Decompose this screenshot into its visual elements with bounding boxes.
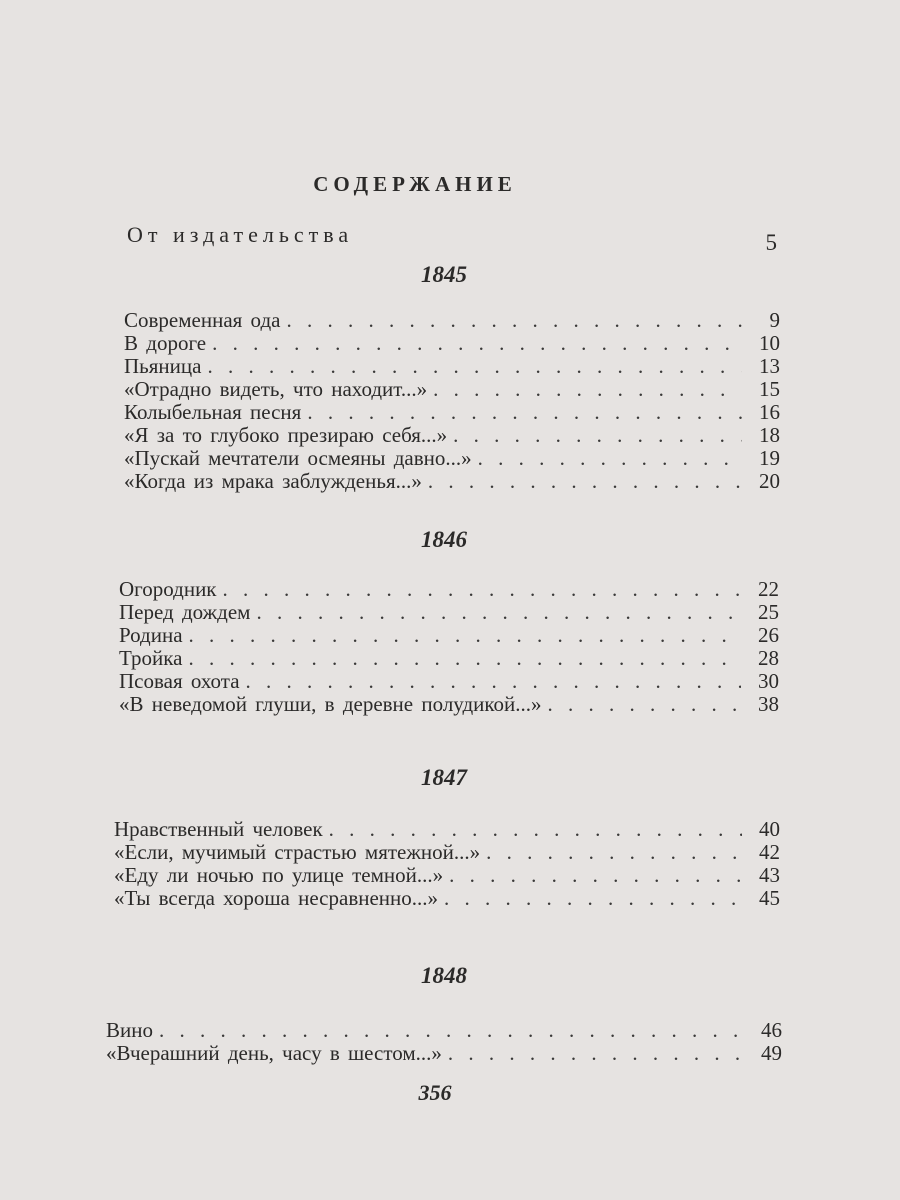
dot-leader	[246, 670, 741, 693]
toc-intro-label: От издательства	[127, 222, 354, 247]
toc-entry-title: Пьяница	[124, 354, 202, 378]
section-year-1845: 1845	[421, 262, 467, 287]
toc-entry-page: 20	[759, 469, 780, 493]
toc-entry[interactable]	[114, 864, 780, 887]
toc-entry-title: Вино	[106, 1018, 153, 1042]
toc-entry-title: «В неведомой глуши, в деревне полудикой...»	[119, 692, 542, 716]
toc-entry-page: 26	[758, 623, 779, 647]
toc-entry-page: 22	[758, 577, 779, 601]
dot-leader	[307, 401, 742, 424]
dot-leader	[212, 332, 742, 355]
toc-entry-page: 25	[758, 600, 779, 624]
toc-entry-page: 9	[769, 308, 780, 332]
toc-entry-title: Современная ода	[124, 308, 281, 332]
dot-leader	[159, 1019, 744, 1042]
section-entries-1847	[114, 818, 780, 910]
toc-entry-page: 49	[761, 1041, 782, 1065]
dot-leader	[453, 424, 742, 447]
toc-entry-title: В дороге	[124, 331, 207, 355]
toc-entry-title: «Еду ли ночью по улице темной...»	[114, 863, 444, 887]
toc-entry[interactable]	[124, 378, 780, 401]
dot-leader	[448, 1042, 744, 1065]
dot-leader	[478, 447, 742, 470]
toc-entry-page: 40	[759, 817, 780, 841]
toc-entry[interactable]	[106, 1042, 782, 1065]
toc-entry-title: Колыбельная песня	[124, 400, 302, 424]
toc-entry-title: «Вчерашний день, часу в шестом...»	[106, 1041, 442, 1065]
toc-entry[interactable]	[119, 578, 779, 601]
toc-entry-page: 38	[758, 692, 779, 716]
toc-entry-title: Перед дождем	[119, 600, 251, 624]
toc-entry-title: «Я за то глубоко презираю себя...»	[124, 423, 448, 447]
toc-entry-title: «Отрадно видеть, что находит...»	[124, 377, 428, 401]
dot-leader	[189, 624, 741, 647]
toc-entry-page: 30	[758, 669, 779, 693]
toc-entry[interactable]	[124, 470, 780, 493]
toc-entry[interactable]	[114, 841, 780, 864]
toc-entry-title: «Когда из мрака заблужденья...»	[124, 469, 422, 493]
toc-entry[interactable]	[114, 818, 780, 841]
section-year-1847: 1847	[421, 765, 467, 790]
toc-entry-page: 15	[759, 377, 780, 401]
toc-entry-page: 10	[759, 331, 780, 355]
toc-entry[interactable]	[114, 887, 780, 910]
toc-entry[interactable]	[124, 309, 780, 332]
toc-intro-page: 5	[765, 230, 777, 255]
section-entries-1845	[124, 309, 780, 493]
toc-entry[interactable]	[119, 670, 779, 693]
dot-leader	[428, 470, 742, 493]
dot-leader	[433, 378, 742, 401]
toc-entry-title: Огородник	[119, 577, 217, 601]
toc-entry-title: Тройка	[119, 646, 183, 670]
toc-entry[interactable]	[124, 401, 780, 424]
contents-title: СОДЕРЖАНИЕ	[313, 172, 517, 196]
toc-entry[interactable]	[119, 693, 779, 716]
dot-leader	[286, 309, 742, 332]
dot-leader	[223, 578, 741, 601]
dot-leader	[329, 818, 742, 841]
dot-leader	[256, 601, 741, 624]
section-year-1846: 1846	[421, 527, 467, 552]
toc-entry-page: 19	[759, 446, 780, 470]
toc-entry[interactable]	[106, 1019, 782, 1042]
toc-entry[interactable]	[124, 355, 780, 378]
toc-entry-page: 16	[759, 400, 780, 424]
toc-entry-page: 45	[759, 886, 780, 910]
section-entries-1848	[106, 1019, 782, 1065]
dot-leader	[449, 864, 742, 887]
toc-entry-page: 13	[759, 354, 780, 378]
toc-entry[interactable]	[119, 647, 779, 670]
dot-leader	[548, 693, 741, 716]
toc-entry[interactable]	[124, 424, 780, 447]
toc-entry[interactable]	[124, 332, 780, 355]
toc-entry-page: 28	[758, 646, 779, 670]
toc-entry-page: 42	[759, 840, 780, 864]
dot-leader	[486, 841, 742, 864]
toc-entry-page: 43	[759, 863, 780, 887]
dot-leader	[207, 355, 742, 378]
toc-entry-title: «Пускай мечтатели осмеяны давно...»	[124, 446, 472, 470]
dot-leader	[188, 647, 741, 670]
dot-leader	[444, 887, 742, 910]
section-year-1848: 1848	[421, 963, 467, 988]
section-entries-1846	[119, 578, 779, 716]
toc-entry[interactable]	[119, 601, 779, 624]
toc-entry-title: Родина	[119, 623, 183, 647]
toc-entry-title: Нравственный человек	[114, 817, 323, 841]
page-number: 356	[418, 1080, 452, 1105]
toc-entry-title: «Ты всегда хороша несравненно...»	[114, 886, 439, 910]
toc-entry[interactable]	[124, 447, 780, 470]
toc-entry-title: Псовая охота	[119, 669, 240, 693]
toc-entry-title: «Если, мучимый страстью мятежной...»	[114, 840, 481, 864]
toc-entry[interactable]	[119, 624, 779, 647]
toc-intro-entry[interactable]	[127, 222, 777, 255]
toc-entry-page: 18	[759, 423, 780, 447]
toc-entry-page: 46	[761, 1018, 782, 1042]
